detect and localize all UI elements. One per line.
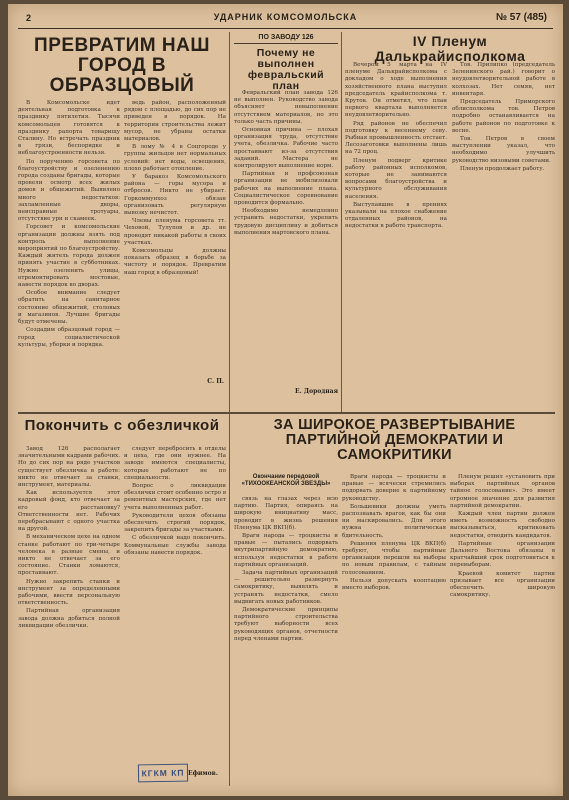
issue-number: № 57 (485) bbox=[495, 12, 547, 23]
article1-col1 bbox=[18, 100, 120, 390]
article4-col1 bbox=[18, 446, 120, 776]
article1-col2 bbox=[124, 100, 226, 390]
article1-para: ведь район, расположенный рядом с площадью, до сих пор не приведен в порядок. На территории строительства лежит мусор, не убраны остатки материалов. bbox=[124, 100, 226, 143]
article4-para: следует перебросить в отделы и цеха, где они нужнее. На заводе имеются специалисты, которые работают не по специальности. bbox=[124, 446, 226, 481]
article1-para: Создадим образцовый город — город социалистической культуры, уборки и порядка. bbox=[18, 327, 120, 348]
article4-para: Партийная организация завода должна добиться полной ликвидации обезлички. bbox=[18, 608, 120, 629]
article5-para: Краевой комитет партии призывает все организации обеспечить широкую самокритику. bbox=[450, 570, 555, 599]
article5-para: Пленум решил «установить при выборах партийных органов тайное голосование». Это имеет огромное значение для развития партийной демократии. bbox=[450, 474, 555, 509]
article3-para: Вечером 5 марта на IV пленуме Далькрайисполкома с докладом о ходе выполнения хозяйственного плана выступил председатель крайисполкома т. Крутов. Он отметил, что план первого квартала выполняется неудовлетворительно. bbox=[345, 62, 447, 119]
article4-para: Завод 126 располагает значительными кадрами рабочих. Но до сих пор на ряде участков существует обезличка в работе: никто не отвечает за станки, инструмент, материалы. bbox=[18, 446, 120, 489]
article1-para: В лому № 4 в Соцгороде у группы жильцов нет нормальных условий: нет воды, освещения, плохо работает отопление. bbox=[124, 144, 226, 172]
article3-headline: IV Пленум Далькрайисполкома bbox=[374, 33, 526, 64]
article4-para: Вопрос о ликвидации обезлички стоит особенно остро в ремонтных мастерских, где нет учета выполненных работ. bbox=[124, 483, 226, 511]
article3-para: Тов. Прилипко (председатель Зеленинского рай.) говорит о неудовлетворительной работе в колхозах. Нет семян, нет инвентаря. bbox=[452, 62, 555, 97]
article2-para: Февральский план завода 126 не выполнен. Руководство завода объясняет невыполнение отсутствием материалов, но это только часть причины. bbox=[234, 90, 338, 125]
article5-para: Нельзя допускать кооптацию вместо выборов. bbox=[342, 577, 446, 592]
article1-signature: С. П. bbox=[207, 378, 224, 385]
article2-signature: Е. Дородная bbox=[295, 388, 338, 395]
article1-para: По поручению горсовета по благоустройству и озеленению города созданы бригады, которые провели осмотр всех жилых домов и общежитий. Выявлено много недостатков: захламленные дворы, неисправные тротуары, отсутствие урн и скамеек. bbox=[18, 158, 120, 223]
article5-para: Каждый член партии должен иметь возможность свободно высказываться, критиковать недостатки, отводить кандидатов. bbox=[450, 511, 555, 539]
article1-para: Горсовет и комсомольские организации должны взять под контроль выполнение мероприятий по благоустройству. Каждый житель города должен принять участие в субботниках. Нужно озеленить улицы, отремонтировать мостовые, навести порядок во дворах. bbox=[18, 224, 120, 289]
article5-headline-block bbox=[234, 418, 555, 470]
newspaper-title: УДАРНИК КОМСОМОЛЬСКА bbox=[213, 12, 358, 22]
article1-para: Комсомольцы должны показать образец в борьбе за чистоту и порядок. Превратим наш город в образцовый! bbox=[124, 248, 226, 276]
article1-para: У баракоз Комсомольского района — горы мусора и отбросов. Никто не убирает. Горкоммунхоз обязан организовать регулярную вывозку нечистот. bbox=[124, 174, 226, 217]
article1-headline: ПРЕВРАТИМ НАШ ГОРОД В ОБРАЗЦОВЫЙ bbox=[34, 35, 210, 96]
article5-headline: ЗА ШИРОКОЕ РАЗВЕРТЫВАНИЕ ПАРТИЙНОЙ ДЕМОКРАТИИ И САМОКРИТИКИ bbox=[273, 417, 516, 464]
article5-para: Демократические принципы партийного строительства требуют выборности всех руководящих органов, отчетности перед членами партии. bbox=[234, 607, 338, 642]
article4-para: С обезличкой надо покончить. Коммунальные службы завода обязаны навести порядок. bbox=[124, 535, 226, 556]
article5-para: Враги народа — троцкисты и правые — пытались подорвать внутрипартийную демократию, используя недостатки в работе партийных организаций. bbox=[234, 533, 338, 568]
article3-para: Выступавшие в прениях указывали на плохое снабжение отдаленных районов, на недостатки в работе транспорта. bbox=[345, 201, 447, 230]
article2-para: Партийная и профсоюзная организации не мобилизовали рабочих на выполнение плана. Социалистическое соревнование проводится формально. bbox=[234, 171, 338, 207]
article3-para: Пленум продолжает работу. bbox=[460, 165, 545, 172]
article2-body bbox=[234, 90, 338, 390]
article5-subhead-block bbox=[234, 474, 338, 492]
article1-para: Члены пленума горсовета тт. Чеховой, Тулупов и др. не проводят никакой работы в своих участках. bbox=[124, 218, 226, 246]
article4-para: Нужно закрепить станки и инструмент за определенными рабочими, ввести персональную ответственность. bbox=[18, 578, 120, 607]
newspaper-page bbox=[8, 4, 563, 796]
article4-para: Как используется этот кадровый фонд, кто отвечает за его расстановку? Ответственности нет. Рабочих перебрасывают с одного участка на другой. bbox=[18, 490, 120, 533]
article3-para: Председатель Приморского облисполкома тов. Петров подробно останавливается на работе районов по подготовке к весне. bbox=[452, 99, 555, 134]
column-rule bbox=[229, 32, 230, 412]
article5-para: Задача партийных организаций — решительно развернуть самокритику, выявлять и устранять недостатки, смело выдвигать новых работников. bbox=[234, 570, 338, 605]
column-rule bbox=[341, 32, 342, 412]
article2-para: Основная причина — плохая организация труда, отсутствие учета, обезличка. Рабочие часто простаивают из-за отсутствия заданий. Мастера не контролируют выполнение норм. bbox=[234, 127, 338, 170]
article3-para: Ряд районов не обеспечил подготовку к весеннему севу. Рыбная промышленность отстает. Лесозаготовки выполнены лишь на 72 проц. bbox=[345, 120, 447, 156]
article3-col2 bbox=[452, 62, 555, 410]
section-rule bbox=[18, 412, 555, 414]
article1-para: В Комсомольске идет деятельная подготовка к празднику пятилетия. Тысячи комсомольцев готовятся к празднику рапорта товарищу Сталину. Но встречать праздник в грязи, беспорядке и неблагоустроенности нельзя. bbox=[18, 100, 120, 157]
article2-headline: Почему не выполнен февральский план bbox=[247, 47, 325, 93]
page-number: 2 bbox=[26, 13, 32, 23]
article5-subhead: Окончание передовой «ТИХООКЕАНСКОЙ ЗВЕЗДЫ» bbox=[241, 474, 331, 487]
article5-para: Враги народа — троцкисты и правые — всячески стремились подорвать доверие к партийному руководству. bbox=[342, 474, 446, 502]
article4-para: В механическом цехе на одном станке работают по три-четыре человека в разные смены, и никто не отвечает за его состояние. Станки ломаются, простаивают. bbox=[18, 534, 120, 577]
article3-col1 bbox=[345, 62, 447, 410]
article2-headline-block bbox=[234, 34, 338, 93]
article3-para: Тов. Петров в своем выступлении указал, что необходимо улучшить руководство низовыми советами. bbox=[452, 136, 555, 164]
article4-para: Руководители цехов обязаны обеспечить строгий порядок, закрепить бригады за участками. bbox=[124, 512, 226, 534]
article4-col2 bbox=[124, 446, 226, 761]
article1-headline-block bbox=[18, 34, 226, 96]
column-rule bbox=[229, 414, 230, 786]
article5-para: связь на глазах через всю партию. Партия, опираясь на широкую инициативу масс, проводит в жизнь решения Пленума ЦК ВКП(б). bbox=[234, 496, 338, 531]
article5-col2 bbox=[342, 474, 446, 782]
library-stamp: КГКМ КП bbox=[138, 764, 188, 783]
article2-kicker: ПО ЗАВОДУ 126 bbox=[234, 34, 338, 44]
article5-para: Партийные организации Дальнего Востока обязаны в кратчайший срок подготовиться к перевыборам. bbox=[450, 540, 555, 569]
article5-para: Большевики должны уметь распознавать врагов, как бы они ни маскировались. Для этого нужна политическая бдительность. bbox=[342, 503, 446, 539]
article5-col3 bbox=[450, 474, 555, 782]
page-header bbox=[18, 10, 553, 29]
article3-headline-block bbox=[345, 33, 555, 64]
article1-para: Особое внимание следует обратить на санитарное состояние общежитий, столовых и магазинов. Лучшие бригады будут отмечены. bbox=[18, 290, 120, 326]
article4-headline: Покончить с обезличкой bbox=[24, 417, 220, 434]
article4-signature: Ефимов. bbox=[188, 770, 218, 777]
article5-para: Решения пленума ЦК ВКП(б) требуют, чтобы партийные организации перешли на выборы по новым правилам, с тайным голосованием. bbox=[342, 540, 446, 576]
article3-para: Пленум подверг критике работу районных исполкомов, которые не занимаются вопросами благоустройства и культурного обслуживания населения. bbox=[345, 157, 447, 200]
article2-para: Необходимо немедленно устранить недостатки, укрепить трудовую дисциплину и добиться выполнения мартовского плана. bbox=[234, 208, 338, 236]
article5-col1 bbox=[234, 496, 338, 782]
article4-headline-block bbox=[18, 418, 226, 444]
